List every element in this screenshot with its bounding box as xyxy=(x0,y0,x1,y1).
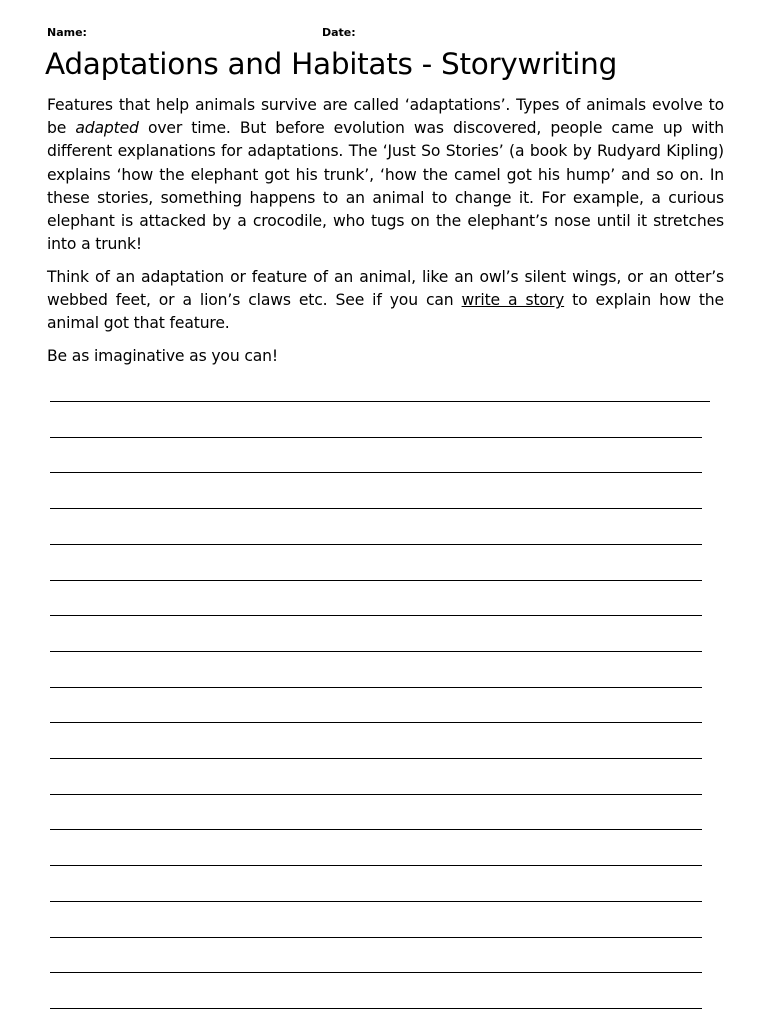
intro-text-start: Features that help animals survive are called ‘adaptations’. Types of animals evolve to be xyxy=(47,96,724,138)
closing-paragraph xyxy=(47,345,724,368)
intro-paragraph xyxy=(47,94,724,256)
task-text-start: Think of an adaptation or feature of an animal, like an owl’s silent wings, or an otter’s webbed feet, or a lion’s claws etc. See if you can xyxy=(47,268,724,310)
writing-line[interactable] xyxy=(50,687,702,688)
writing-line[interactable] xyxy=(50,401,710,402)
writing-line[interactable] xyxy=(50,1008,702,1009)
writing-line[interactable] xyxy=(50,758,702,759)
writing-line[interactable] xyxy=(50,794,702,795)
closing-text: Be as imaginative as you can! xyxy=(47,347,279,365)
intro-text-end: over time. But before evolution was discovered, people came up with different explanations for adaptations. The ‘Just So Stories’ (a book by Rudyard Kipling) explains ‘how the elephant got his trunk’, ‘how the camel got his hump’ and so on. In these stories, something happens to an animal to change it. For example, a curious elephant is attacked by a crocodile, who tugs on the elephant’s nose until it stretches into a trunk! xyxy=(47,119,725,254)
writing-line[interactable] xyxy=(50,829,702,830)
writing-line[interactable] xyxy=(50,580,702,581)
writing-line[interactable] xyxy=(50,544,702,545)
writing-line[interactable] xyxy=(50,615,702,616)
task-paragraph xyxy=(47,266,724,336)
page-title: Adaptations and Habitats - Storywriting xyxy=(45,47,617,81)
writing-line[interactable] xyxy=(50,901,702,902)
writing-line[interactable] xyxy=(50,472,702,473)
writing-line[interactable] xyxy=(50,865,702,866)
writing-line[interactable] xyxy=(50,651,702,652)
header-row xyxy=(47,26,727,42)
writing-line[interactable] xyxy=(50,722,702,723)
writing-line[interactable] xyxy=(50,972,702,973)
date-label: Date: xyxy=(322,26,356,39)
intro-emphasis: adapted xyxy=(75,119,139,138)
writing-line[interactable] xyxy=(50,437,702,438)
write-a-story-link[interactable]: write a story xyxy=(461,291,565,310)
writing-line[interactable] xyxy=(50,937,702,938)
writing-line[interactable] xyxy=(50,508,702,509)
task-text-end: to explain how the animal got that feature. xyxy=(47,291,724,333)
name-label: Name: xyxy=(47,26,87,39)
